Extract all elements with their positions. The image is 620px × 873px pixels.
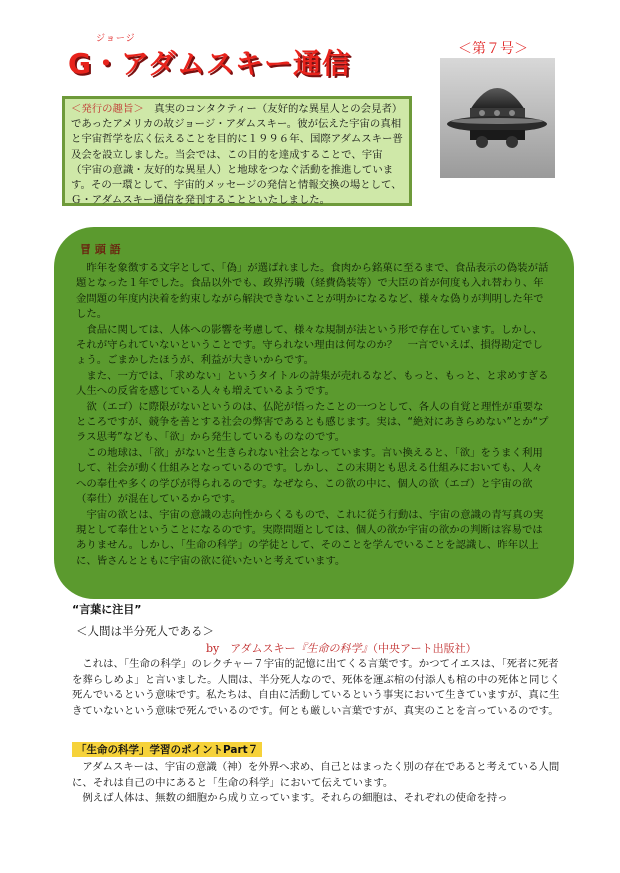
editorial-paragraph: 欲（エゴ）に際限がないというのは、仏陀が悟ったことの一つとして、各人の自覚と理性が重要なところですが、競争を善とする社会の弊害であるとも感じます。実は、“絶対にあきらめない”とか“プラス思考”なども、「欲」から発生しているものなのです。 xyxy=(76,400,549,444)
section2-paragraph: アダムスキーは、宇宙の意識（神）を外界へ求め、自己とはまったく別の存在であると考えている人間に、それは自己の中にあると「生命の科学」において伝えています。 xyxy=(72,761,560,789)
editorial-paragraph: この地球は、「欲」がないと生きられない社会となっています。言い換えると、「欲」をうまく利用して、社会が動く仕組みとなっているのです。しかし、この末期とも思える仕組みにおいても、人々への奉仕や多くの学びが得られるのです。なぜなら、この欲の中に、個人の欲（エゴ）と宇宙の欲（奉仕）が混在しているからです。 xyxy=(76,446,543,506)
newsletter-title: G・アダムスキー通信 xyxy=(68,47,352,80)
citation-book: 『生命の科学』 xyxy=(295,642,373,655)
editorial-paragraph: また、一方では、「求めない」というタイトルの詩集が売れるなど、もっと、もっと、と求めすぎる人生への反省を感じている人々も増えているようです。 xyxy=(76,369,549,398)
section1-body xyxy=(72,657,566,719)
citation-publisher: （中央アート出版社） xyxy=(372,642,477,655)
purpose-box xyxy=(62,96,412,206)
section2-paragraph: 例えば人体は、無数の細胞から成り立っています。それらの細胞は、それぞれの使命を持っ xyxy=(82,792,508,805)
citation xyxy=(206,640,477,656)
purpose-text: 真実のコンタクティー（友好的な異星人との会見者）であったアメリカの故ジョージ・アダムスキー。彼が伝えた宇宙の真相と宇宙哲学を広く伝えることを目的に１９９６年、国際アダムスキー普及会を設立しました。当会では、この目的を達成することで、宇宙（宇宙の意識・友好的な異星人）と地球をつなぐ活動を推進しています。その一環として、宇宙的メッセージの発信と情報交換の場として、Ｇ・アダムスキー通信を発刊することといたしました。 xyxy=(71,103,403,207)
title-ruby: ジョージ xyxy=(96,34,136,44)
editorial-paragraph: 食品に関しては、人体への影響を考慮して、様々な規制が法という形で存在しています。しかし、それが守られていないということです。守られない理由は何なのか？ 一言でいえば、損得勘定でしょう。ごまかしたほうが、利益が大きいからです。 xyxy=(76,323,543,367)
purpose-label: ＜発行の趣旨＞ xyxy=(71,103,144,115)
issue-number: ＜第７号＞ xyxy=(458,41,528,57)
editorial-paragraph: 昨年を象徴する文字として、「偽」が選ばれました。食肉から銘菓に至るまで、食品表示の偽装が話題となった１年でした。食品以外でも、政界汚職（経費偽装等）で大臣の首が何度も入れ替わり、年金問題の年度内決着を約束しながら解決できないことが明かになるなど、様々な偽りが判明した年でした。 xyxy=(76,262,549,321)
section-subtitle: ＜人間は半分死人である＞ xyxy=(76,624,214,638)
editorial-paragraph: 宇宙の欲とは、宇宙の意識の志向性からくるもので、これに従う行動は、宇宙の意識の青写真の実現として奉仕ということになるのです。実際問題としては、個人の欲か宇宙の欲かの判断は容易ではありません。しかし、「生命の科学」の学徒として、そのことを学んでいることを認識し、昨年以上に、皆さんとともに宇宙の欲に従いたいと考えています。 xyxy=(76,508,544,567)
editorial-heading: 冒 頭 語 xyxy=(80,243,121,256)
ufo-photo xyxy=(440,58,555,178)
citation-author: by アダムスキー xyxy=(206,642,296,655)
section-title-words: “言葉に注目” xyxy=(72,603,142,616)
section-title-study-points: 「生命の科学」学習のポイントPart７ xyxy=(72,742,262,757)
editorial-panel xyxy=(54,227,574,599)
section2-body xyxy=(72,760,566,807)
section1-paragraph: これは、「生命の科学」のレクチャー７宇宙的記憶に出てくる言葉です。かつてイエスは、「死者に死者を葬らしめよ」と言いました。人間は、半分死人なので、死体を運ぶ棺の付添人も棺の中の死体と同じく死んでいるという意味です。私たちは、自由に活動しているという事実において生きていますが、真に生きていないという意味で死んでいるのです。何とも厳しい言葉ですが、真実のことを言っているのです。 xyxy=(72,658,561,717)
